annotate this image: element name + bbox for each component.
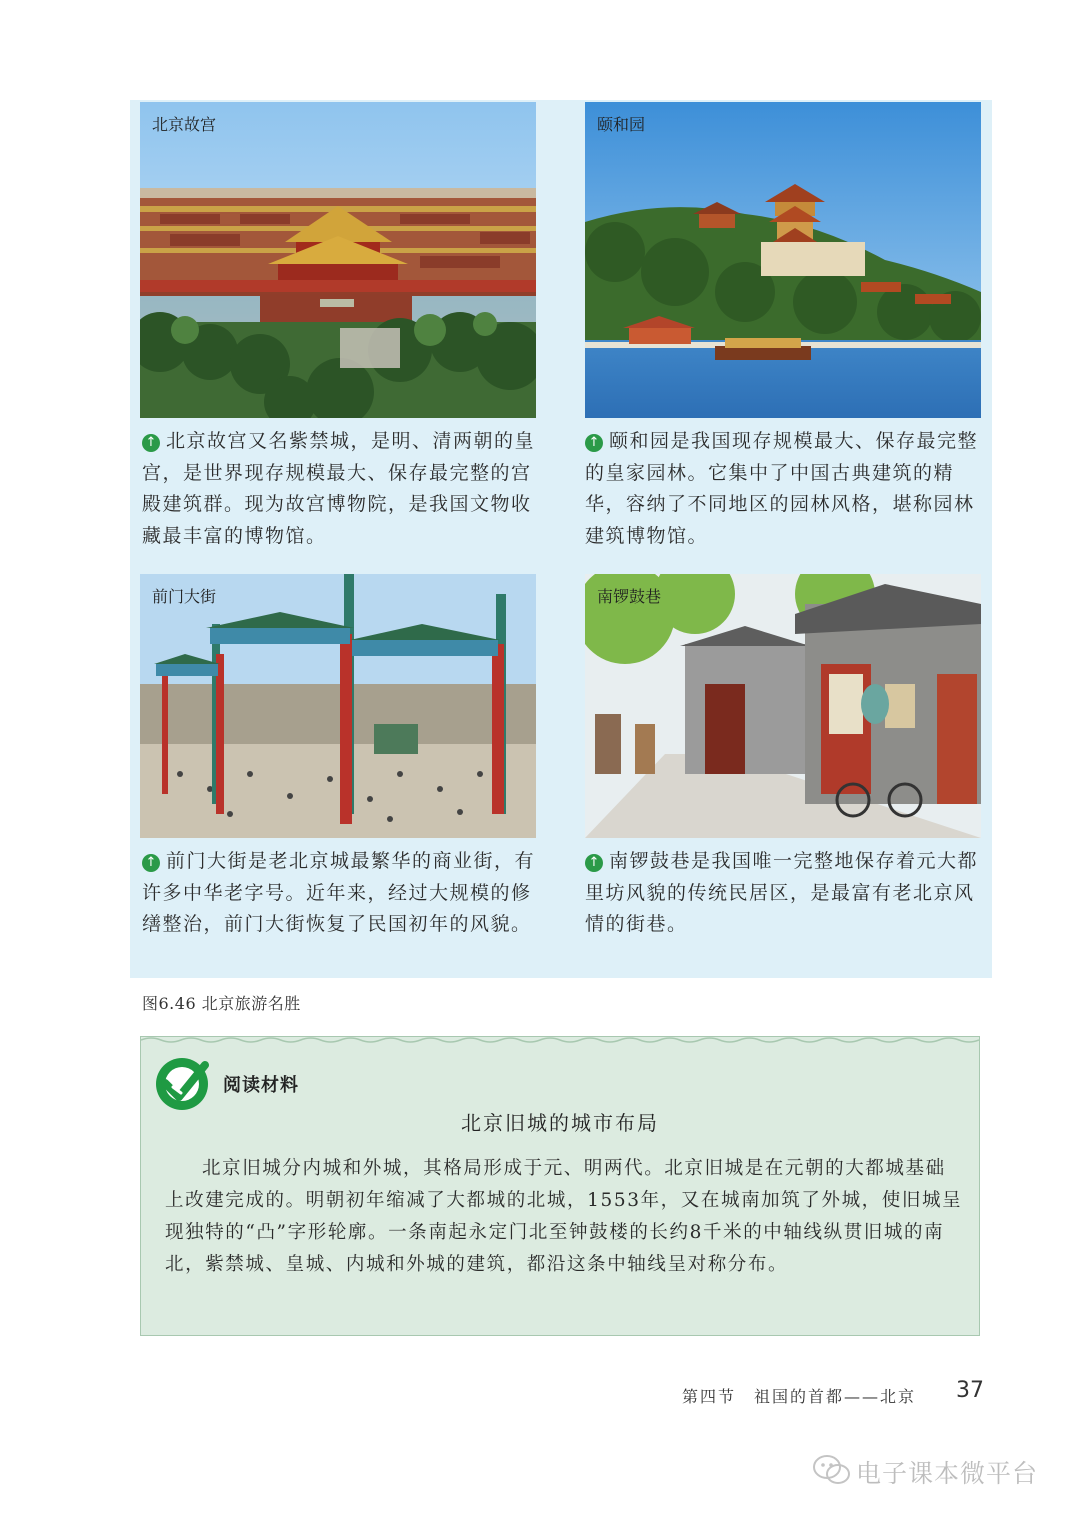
qianmen-street-photo	[140, 574, 536, 838]
arrow-up-icon: ↑	[585, 434, 603, 452]
reading-label: 阅读材料	[223, 1075, 299, 1096]
summer-palace-caption	[585, 426, 983, 552]
caption-text: 颐和园是我国现存规模最大、保存最完整的皇家园林。它集中了中国古典建筑的精华，容纳了不同地区的园林风格，堪称园林建筑博物馆。	[585, 430, 979, 547]
nanluoguxiang-photo	[585, 574, 981, 838]
reading-material-box	[140, 1036, 980, 1336]
watermark-text: 电子课本微平台	[856, 1459, 1039, 1488]
caption-text: 南锣鼓巷是我国唯一完整地保存着元大都里坊风貌的传统民居区，是最富有老北京风情的街巷。	[585, 850, 979, 935]
photo-label: 前门大街	[152, 587, 217, 606]
wavy-edge	[141, 1036, 979, 1044]
qianmen-street-image	[140, 574, 536, 838]
arrow-up-icon: ↑	[142, 434, 160, 452]
photo-label: 南锣鼓巷	[597, 587, 662, 606]
forbidden-city-photo	[140, 102, 536, 418]
nanluoguxiang-caption	[585, 846, 983, 941]
figure-caption: 图6.46 北京旅游名胜	[142, 994, 301, 1013]
forbidden-city-caption	[142, 426, 540, 552]
caption-text: 北京故宫又名紫禁城，是明、清两朝的皇宫，是世界现存规模最大、保存最完整的宫殿建筑群。现为故宫博物院，是我国文物收藏最丰富的博物馆。	[142, 430, 536, 547]
arrow-up-icon: ↑	[142, 854, 160, 872]
reading-check-icon	[155, 1057, 209, 1111]
reading-body: 北京旧城分内城和外城，其格局形成于元、明两代。北京旧城是在元朝的大都城基础上改建完成的。明朝初年缩减了大都城的北城，1553年，又在城南加筑了外城，使旧城呈现独特的“凸”字形轮廓。一条南起永定门北至钟鼓楼的长约8千米的中轴线纵贯旧城的南北，紫禁城、皇城、内城和外城的建筑，都沿这条中轴线呈对称分布。	[165, 1158, 963, 1275]
photo-label: 颐和园	[597, 115, 646, 134]
wechat-icon	[812, 1450, 852, 1490]
section-title: 第四节 祖国的首都——北京	[682, 1387, 917, 1406]
photo-label: 北京故宫	[152, 115, 217, 134]
summer-palace-photo	[585, 102, 981, 418]
reading-title: 北京旧城的城市布局	[461, 1111, 659, 1135]
arrow-up-icon: ↑	[585, 854, 603, 872]
nanluoguxiang-image	[585, 574, 981, 838]
caption-text: 前门大街是老北京城最繁华的商业街，有许多中华老字号。近年来，经过大规模的修缮整治，前门大街恢复了民国初年的风貌。	[142, 850, 536, 935]
qianmen-street-caption	[142, 846, 540, 941]
forbidden-city-image	[140, 102, 536, 418]
page-number: 37	[956, 1378, 984, 1403]
summer-palace-image	[585, 102, 981, 418]
